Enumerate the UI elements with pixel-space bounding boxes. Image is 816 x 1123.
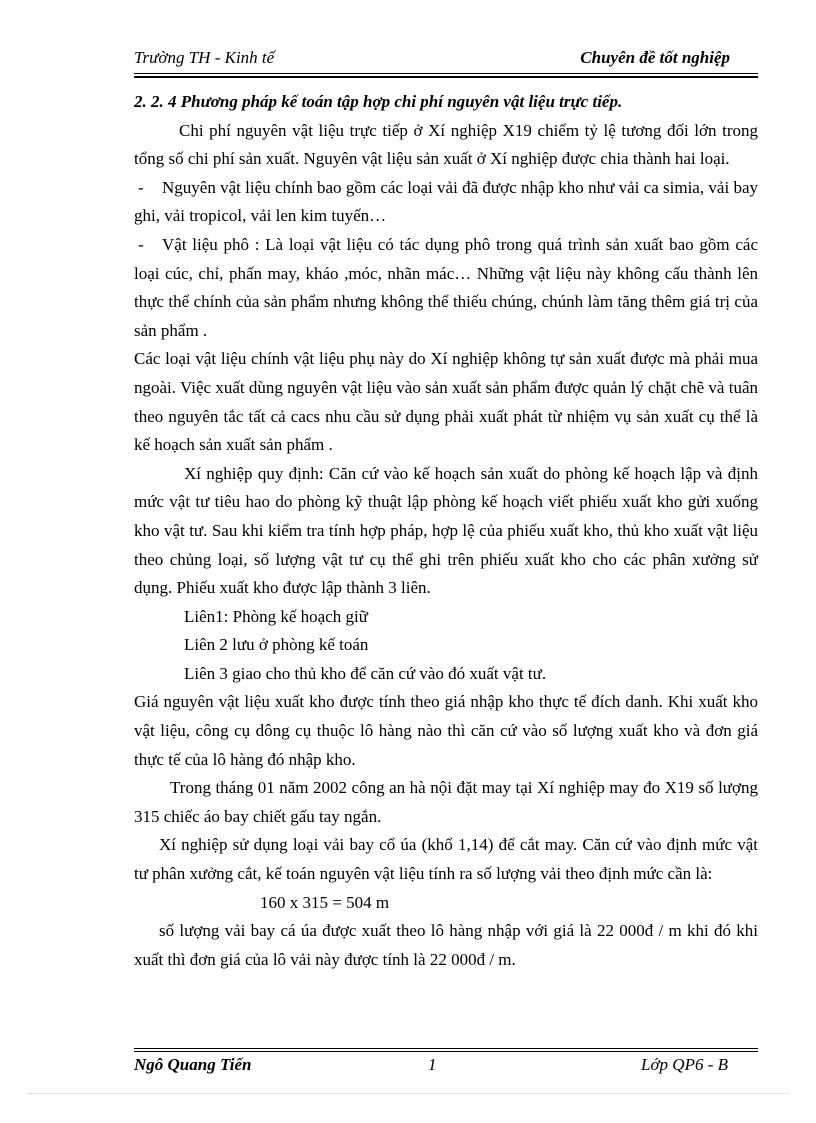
copy-list-item: Liên 2 lưu ở phòng kế toán xyxy=(184,635,369,655)
copy-list-item: Liên 3 giao cho thủ kho để căn cứ vào đó xuất vật tư. xyxy=(184,663,547,683)
header-title: Chuyên đề tốt nghiệp xyxy=(580,48,730,67)
bullet-marker: - xyxy=(138,177,144,197)
bullet-text: Vật liệu phô : Là loại vật liệu có tác dụng phô trong quá trình sản xuất bao gồm các loại cúc, chỉ, phấn may, kháo ,móc, nhãn mác… Những vật liệu này không cấu thành lên thực thể chính của sản phẩm nhưng không thể thiếu chúng, chúnh làm tăng thêm giá trị của sản phẩm . xyxy=(134,234,758,340)
bullet-marker: - xyxy=(138,234,144,254)
section-heading: 2. 2. 4 Phương pháp kế toán tập hợp chi phí nguyên vật liệu trực tiếp. xyxy=(134,92,623,111)
bullet-secondary-materials xyxy=(134,231,758,345)
header-rule xyxy=(134,73,758,74)
page-header xyxy=(134,48,758,74)
copy-list-item: Liên1: Phòng kế hoạch giữ xyxy=(184,606,368,626)
bullet-main-materials xyxy=(134,174,758,231)
footer-page-number: 1 xyxy=(428,1055,437,1074)
paragraph-purchasing: Các loại vật liệu chính vật liệu phụ này do Xí nghiệp không tự sản xuất được mà phải mua ngoài. Việc xuất dùng nguyên vật liệu vào sản xuất sản phẩm được quản lý chặt chẽ và tuân theo nguyên tắc tất cả cacs nhu cầu sử dụng phải xuất phát từ nhiệm vụ sản xuất cụ thể là kế hoạch sản xuất sản phẩm . xyxy=(134,349,758,455)
header-school: Trường TH - Kinh tế xyxy=(134,48,275,67)
paragraph-regulation: Xí nghiệp quy định: Căn cứ vào kế hoạch sản xuất do phòng kế hoạch lập và định mức vật tư tiêu hao do phòng kỹ thuật lập phòng kế hoạch viết phiếu xuất kho gửi xuống kho vật tư. Sau khi kiểm tra tính hợp pháp, hợp lệ của phiếu xuất kho, thủ kho xuất vật liệu theo chủng loại, số lượng vật tư cụ thể ghi trên phiếu xuất kho cho các phân xưởng sử dụng. Phiếu xuất kho được lập thành 3 liên. xyxy=(134,463,758,598)
header-rule-thick xyxy=(134,76,758,78)
copy-list xyxy=(134,603,758,689)
document-body xyxy=(134,88,758,974)
paragraph-order: Trong tháng 01 năm 2002 công an hà nội đặt may tại Xí nghiệp may đo X19 số lượng 315 chiếc áo bay chiết gấu tay ngắn. xyxy=(134,778,758,826)
footer-rule xyxy=(134,1048,758,1049)
calculation-line: 160 x 315 = 504 m xyxy=(260,892,390,912)
footer-rule-double xyxy=(134,1051,758,1052)
page-bottom-border xyxy=(28,1093,788,1094)
paragraph-unit-price: số lượng vải bay cá úa được xuất theo lô hàng nhập với giá là 22 000đ / m khi đó khi xuất thì đơn giá của lô vải này được tính là 22 000đ / m. xyxy=(134,921,758,969)
paragraph-fabric: Xí nghiệp sử dụng loại vải bay cổ úa (khổ 1,14) để cắt may. Căn cứ vào định mức vật tư phân xưởng cắt, kế toán nguyên vật liệu tính ra số lượng vải theo định mức cần là: xyxy=(134,835,758,884)
paragraph-pricing: Giá nguyên vật liệu xuất kho được tính theo giá nhập kho thực tế đích danh. Khi xuất kho vật liệu, công cụ dông cụ thuộc lô hàng nào thì căn cứ vào số lượng xuất kho và đơn giá thực tế của lô hàng đó nhập kho. xyxy=(134,692,758,769)
footer-author: Ngô Quang Tiến xyxy=(134,1055,252,1074)
bullet-text: Nguyên vật liệu chính bao gồm các loại vải đã được nhập kho như vải ca simia, vải bay ghi, vải tropicol, vải len kim tuyến… xyxy=(134,177,758,226)
page-footer xyxy=(134,1055,758,1079)
footer-class: Lớp QP6 - B xyxy=(641,1055,728,1074)
paragraph-intro: Chi phí nguyên vật liệu trực tiếp ở Xí nghiệp X19 chiếm tỷ lệ tương đối lớn trong tổng số chi phí sản xuất. Nguyên vật liệu sản xuất ở Xí nghiệp được chia thành hai loại. xyxy=(134,120,758,169)
